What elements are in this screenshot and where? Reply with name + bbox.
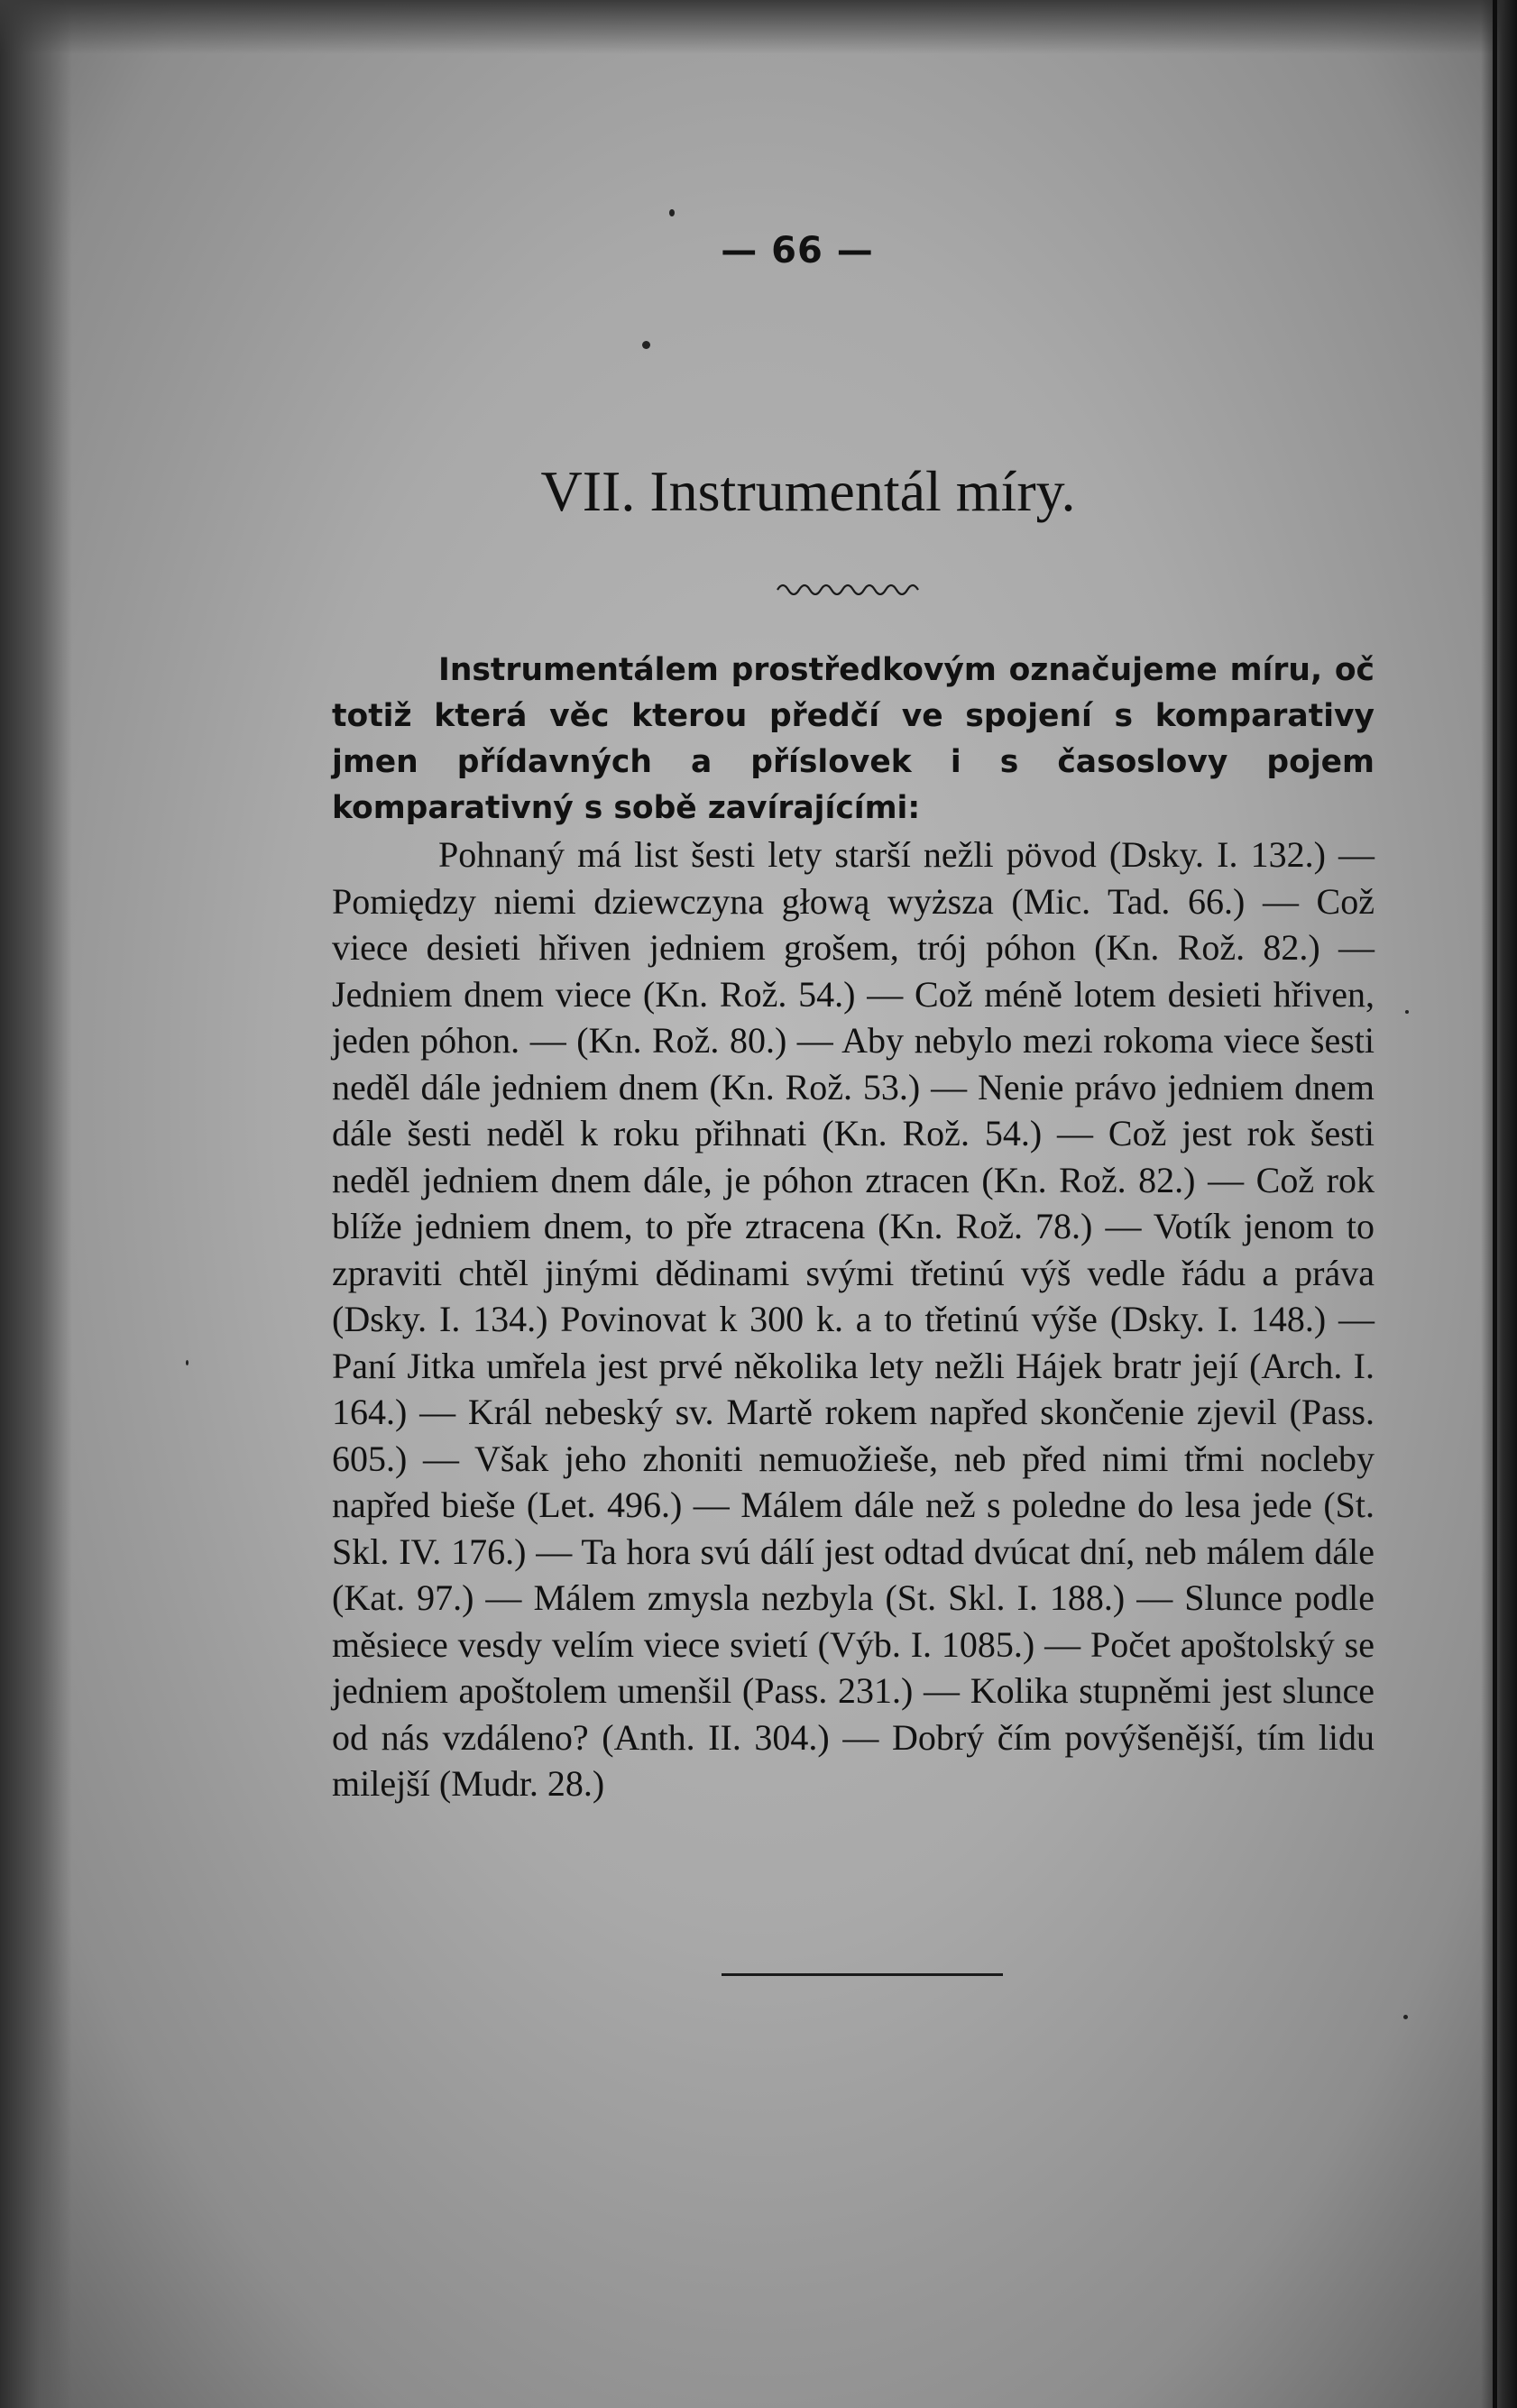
chapter-title: VII. Instrumentál míry. <box>540 459 1076 523</box>
page-number: — 66 — <box>721 230 874 271</box>
section-end-rule <box>722 1973 1003 1976</box>
binding-edge-line <box>1493 0 1497 2408</box>
page-right-shadow <box>1481 0 1517 2408</box>
wavy-rule-ornament <box>776 577 920 595</box>
page-left-shadow <box>0 0 72 2408</box>
ink-speck <box>1403 2015 1408 2019</box>
ink-speck <box>186 1360 188 1365</box>
page-top-shadow <box>0 0 1517 54</box>
ink-speck <box>642 341 650 349</box>
ink-speck <box>1405 1010 1409 1014</box>
body-text <box>332 648 1374 1807</box>
examples-paragraph: Pohnaný má list šesti lety starší nežli pövod (Dsky. I. 132.) — Pomiędzy niemi dziewczyna głową wyższa (Mic. Tad. 66.) — Což viece desieti hřiven jedniem grošem, trój póhon (Kn. Rož. 82.) — Jedniem dnem viece (Kn. Rož. 54.) — Což méně lotem desieti hřiven, jeden póhon. — (Kn. Rož. 80.) — Aby nebylo mezi rokoma viece šesti neděl dále jedniem dnem (Kn. Rož. 53.) — Nenie právo jedniem dnem dále šesti neděl k roku přihnati (Kn. Rož. 54.) — Což jest rok šesti neděl jedniem dnem dále, je póhon ztracen (Kn. Rož. 82.) — Což rok blíže jedniem dnem, to pře ztracena (Kn. Rož. 78.) — Votík jenom to zpraviti chtěl jinými dědinami svými třetinú výš vedle řádu a práva (Dsky. I. 134.) Povinovat k 300 k. a to třetinú výše (Dsky. I. 148.) — Paní Jitka umřela jest prvé několika lety nežli Hájek bratr její (Arch. I. 164.) — Král nebeský sv. Martě rokem napřed skončenie zjevil (Pass. 605.) — Však jeho zhoniti nemuožieše, neb před nimi třmi nocleby napřed bieše (Let. 496.) — Málem dále než s poledne do lesa jede (St. Skl. IV. 176.) — Ta hora svú dálí jest odtad dvúcat dní, neb málem dále (Kat. 97.) — Málem zmysla nezbyla (St. Skl. I. 188.) — Slunce podle měsiece vesdy velím viece svietí (Výb. I. 1085.) — Počet apoštolský se jedniem apoštolem umenšil (Pass. 231.) — Kolika stupněmi jest slunce od nás vzdáleno? (Anth. II. 304.) — Dobrý čím povýšenější, tím lidu milejší (Mudr. 28.) <box>332 834 1374 1804</box>
ink-speck <box>669 209 675 216</box>
intro-paragraph: Instrumentálem prostředkovým označujeme míru, oč totiž která věc kterou předčí ve spojení s komparativy jmen přídavných a příslovek i s časoslovy pojem komparativný s sobě zavírajícími: <box>332 652 1374 826</box>
